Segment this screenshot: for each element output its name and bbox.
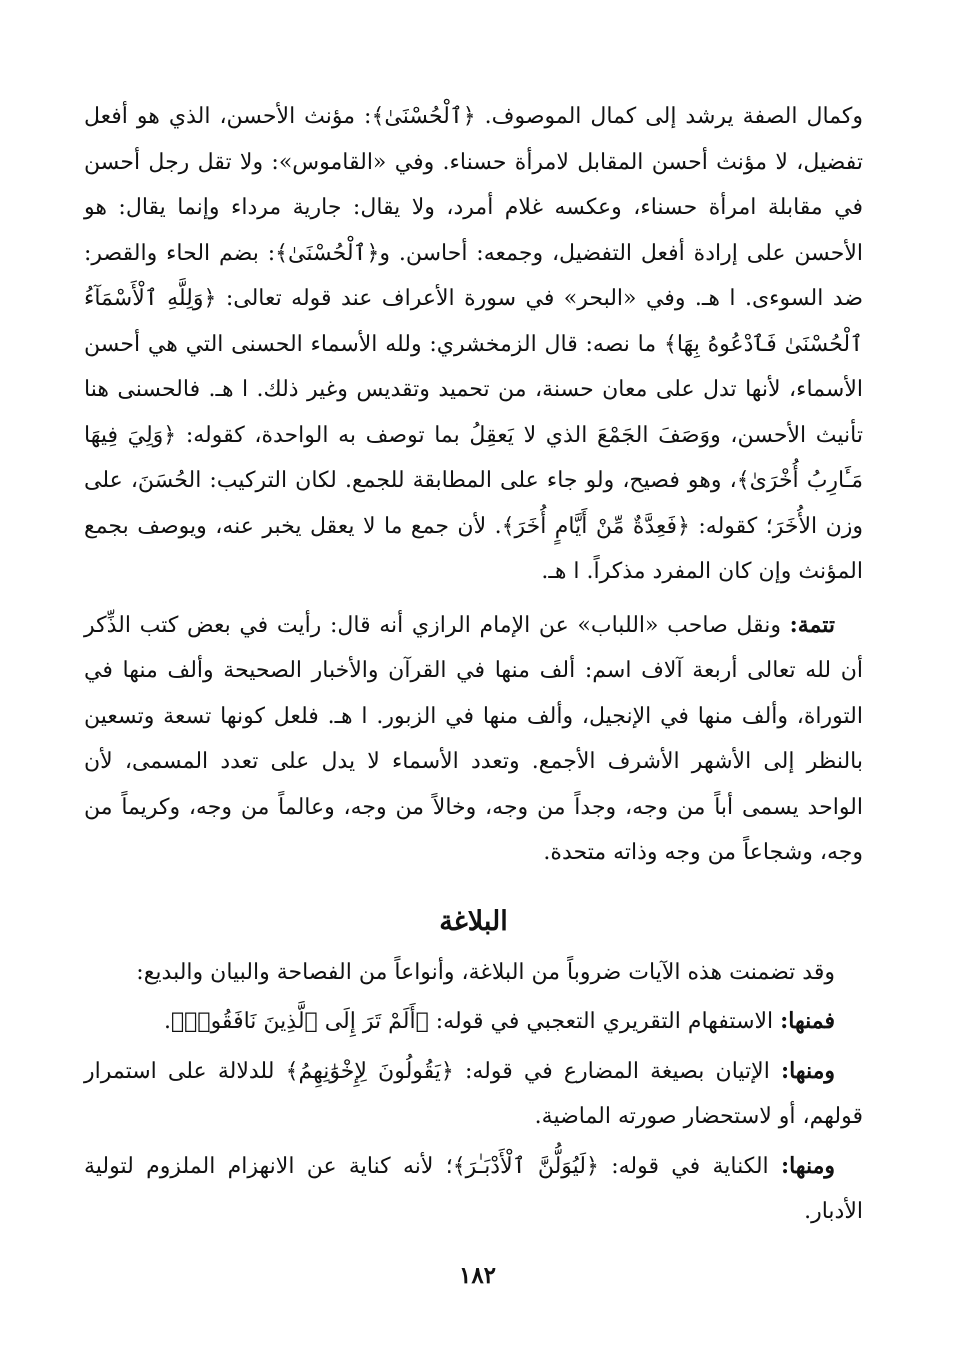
rhetoric-item — [84, 1049, 863, 1140]
section-heading: البلاغة — [439, 905, 508, 937]
intro-paragraph: وقد تضمنت هذه الآيات ضروباً من البلاغة، وأنواعاً من الفصاحة والبيان والبديع: — [136, 959, 835, 985]
rhetoric-item-text: الإتيان بصيغة المضارع في قوله: ﴿يَقُولُونَ لِإِخْوَٰنِهِمُ﴾ للدلالة على استمرار قولهم، أو لاستحضار صورته الماضية. — [84, 1058, 863, 1129]
rhetoric-item-lead: فمنها: — [780, 1008, 835, 1034]
page-body — [84, 94, 863, 1364]
tatimma-text: ونقل صاحب «اللباب» عن الإمام الرازي أنه قال: رأيت في بعض كتب الذِّكر أن لله تعالى أربعة آلاف اسم: ألف منها في القرآن والأخبار الصحيحة وألف منها في التوراة، وألف منها في الإنجيل، وألف منها في الزبور. ا هـ. فلعل كونها تسعة وتسعين بالنظر إلى الأشهر الأشرف الأجمع. وتعدد الأسماء لا يدل على تعدد المسمى، لأن الواحد يسمى أباً من وجه، وجداً من وجه، وخالاً من وجه، وعالماً من وجه، وكريماً من وجه، وشجاعاً من وجه وذاته متحدة. — [84, 612, 863, 865]
rhetoric-item-text: الكناية في قوله: ﴿لَيُوَلُّنَّ ٱلْأَدْبَـٰرَ﴾؛ لأنه كناية عن الانهزام الملزوم لتولية الأدبار. — [84, 1153, 863, 1224]
body-paragraph-top: وكمال الصفة يرشد إلى كمال الموصوف. ﴿ٱلْحُسْنَىٰ﴾: مؤنث الأحسن، الذي هو أفعل تفضيل، لا مؤنث أحسن المقابل لامرأة حسناء. وفي «القاموس»: ولا تقل رجل أحسن في مقابلة امرأة حسناء، وعكسه غلام أمرد، ولا يقال: جارية مرداء وإنما يقال: هو الأحسن على إرادة أفعل التفضيل، وجمعه: أحاسن. و﴿ٱلْحُسْنَىٰ﴾: بضم الحاء والقصر: ضد السوءى. ا هـ. وفي «البحر» في سورة الأعراف عند قوله تعالى: ﴿وَلِلَّهِ ٱلْأَسْمَآءُ ٱلْحُسْنَىٰ فَٱدْعُوهُ بِهَا﴾ ما نصه: قال الزمخشري: ولله الأسماء الحسنى التي هي أحسن الأسماء، لأنها تدل على معان حسنة، من تحميد وتقديس وغير ذلك. ا هـ. فالحسنى هنا تأنيث الأحسن، ووَصَفَ الجَمْعَ الذي لا يَعقِلُ بما توصف به الواحدة، كقوله: ﴿وَلِيَ فِيهَا مَـَٔارِبُ أُخْرَىٰ﴾، وهو فصيح، ولو جاء على المطابقة للجمع. لكان التركيب: الحُسَنَ، على وزن الأُخَرَ؛ كقوله: ﴿فَعِدَّةٌ مِّنْ أَيَّامٍ أُخَرَ﴾. لأن جمع ما لا يعقل يخبر عنه، ويوصف بجمع المؤنث وإن كان المفرد مذكراً. ا هـ. — [84, 104, 863, 584]
rhetoric-item-text: الاستفهام التقريري التعجبي في قوله: ﴿أَلَمْ تَرَ إِلَى ٱلَّذِينَ نَافَقُوا۟﴾. — [163, 1009, 781, 1034]
rhetoric-item — [84, 1144, 863, 1235]
rhetoric-item — [84, 999, 863, 1045]
tatimma-lead: تتمة: — [789, 611, 835, 638]
rhetoric-item-lead: ومنها: — [780, 1057, 835, 1084]
page-number: ١٨٢ — [458, 1262, 497, 1289]
tatimma-paragraph — [84, 603, 863, 876]
rhetoric-item-lead: ومنها: — [780, 1152, 835, 1179]
